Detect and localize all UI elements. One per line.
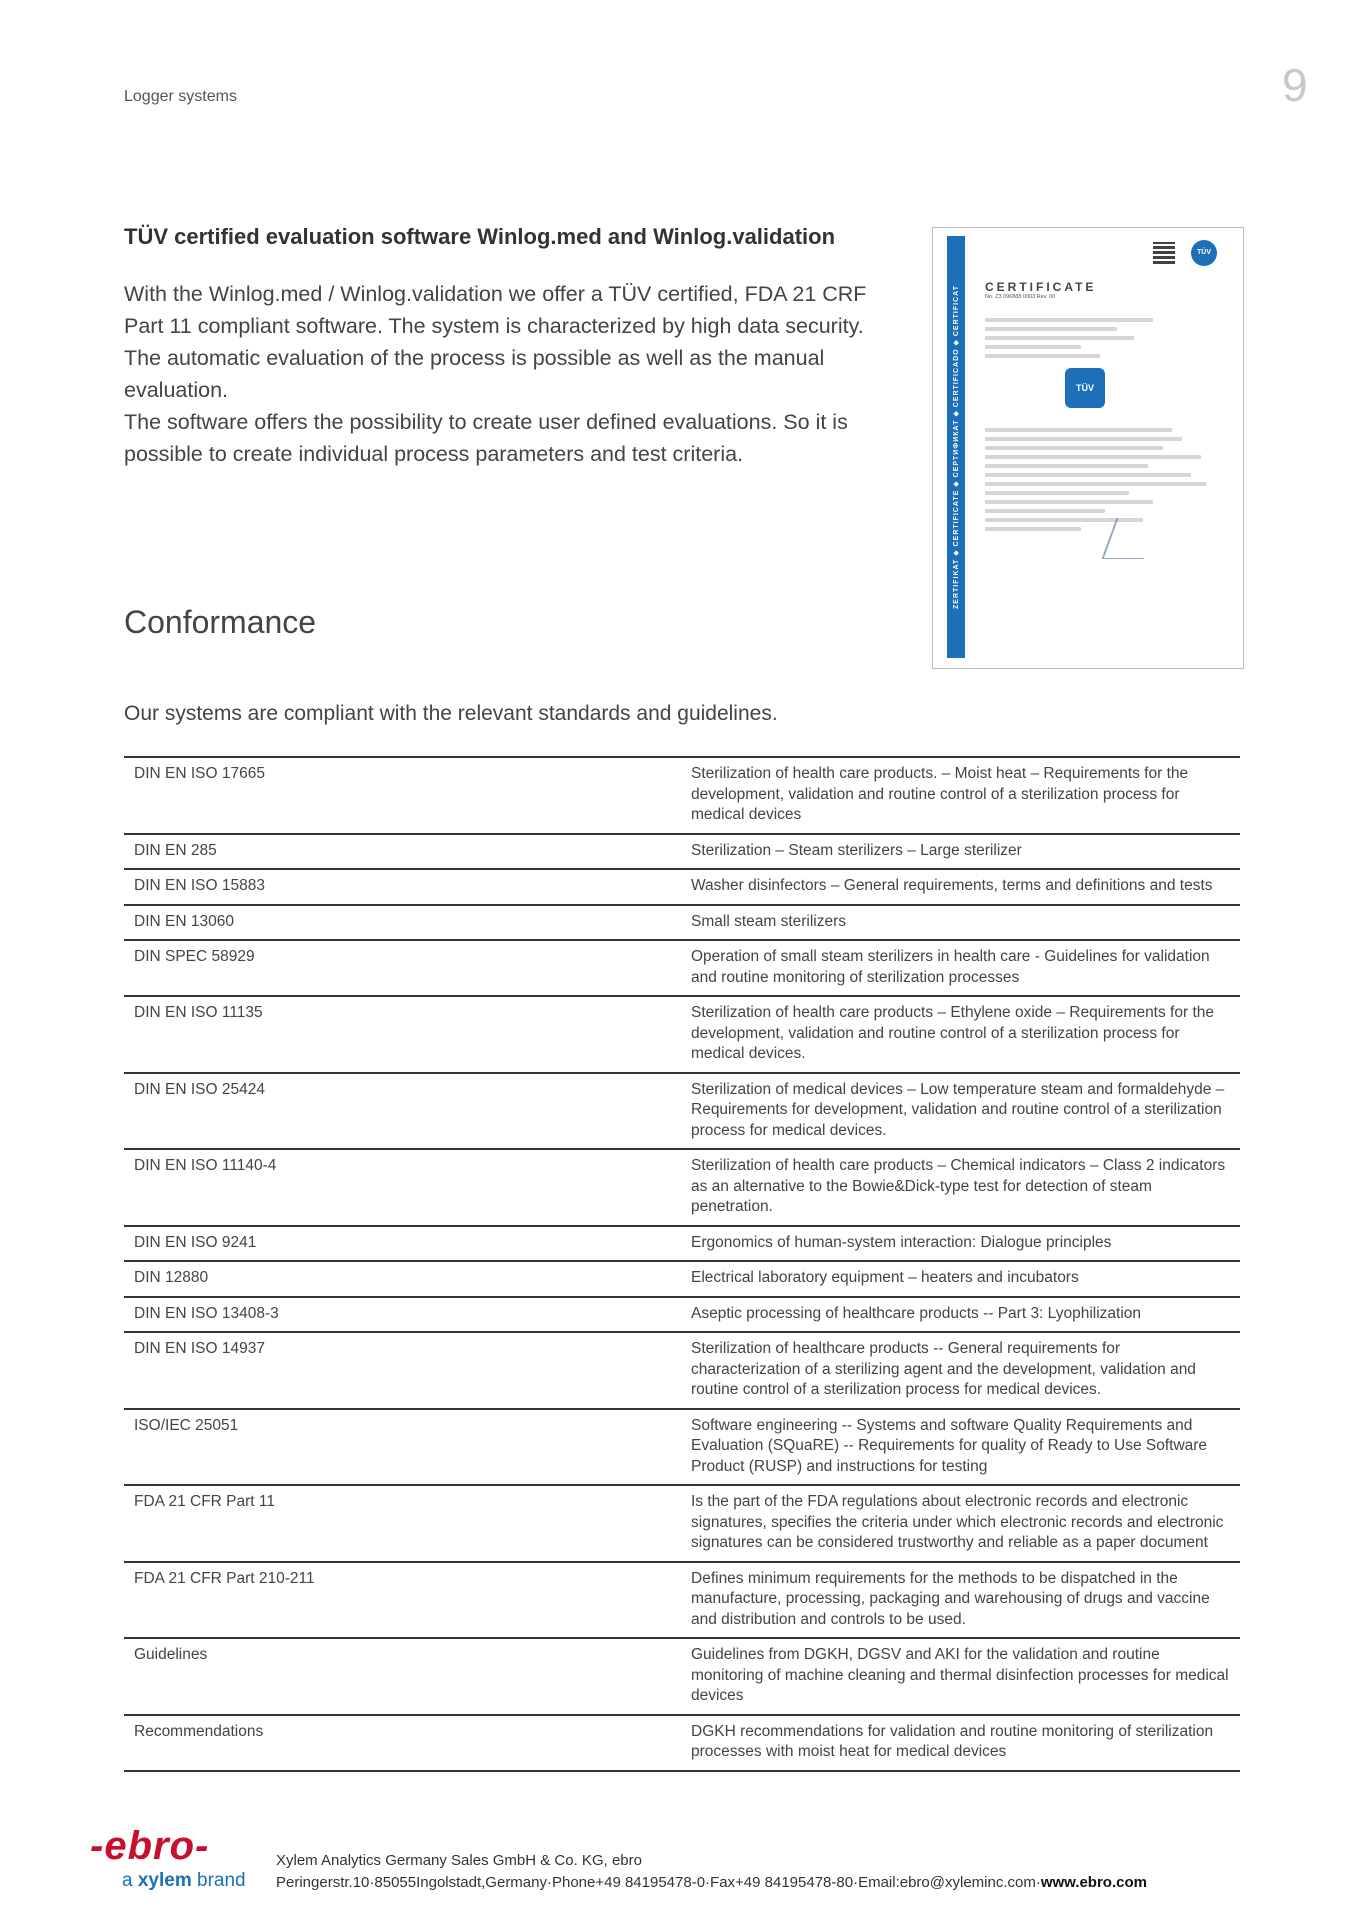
standard-code: Guidelines <box>124 1638 681 1715</box>
table-row <box>124 1409 1240 1486</box>
standard-description: Sterilization of health care products – Ethylene oxide – Requirements for the development, validation and routine control of a sterilization process for medical devices. <box>681 996 1240 1073</box>
certificate-text-lines-2 <box>985 428 1225 536</box>
certificate-band-text: ZERTIFIKAT ◆ CERTIFICATE ◆ СЕРТИФИКАТ ◆ CERTIFICADO ◆ CERTIFICAT <box>953 285 960 609</box>
certificate-heading: CERTIFICATE <box>985 280 1097 294</box>
page-number: 9 <box>1282 59 1308 111</box>
standard-code: DIN SPEC 58929 <box>124 940 681 996</box>
tuv-certification-mark-icon: TÜV <box>1065 368 1105 408</box>
standard-description: Sterilization of healthcare products -- General requirements for characterization of a sterilizing agent and the development, validation and routine control of a sterilization process for medical devices. <box>681 1332 1240 1409</box>
intro-paragraph-1: With the Winlog.med / Winlog.validation we offer a TÜV certified, FDA 21 CRF Part 11 compliant software. The system is characterized by high data security. The automatic evaluation of the process is possible as well as the manual evaluation. <box>124 282 867 402</box>
table-row <box>124 940 1240 996</box>
standard-code: DIN 12880 <box>124 1261 681 1297</box>
standard-code: DIN EN ISO 17665 <box>124 757 681 834</box>
intro-paragraph-2: The software offers the possibility to create user defined evaluations. So it is possible to create individual process parameters and test criteria. <box>124 410 848 466</box>
software-title: TÜV certified evaluation software Winlog.med and Winlog.validation <box>124 224 836 249</box>
standard-description: Ergonomics of human-system interaction: Dialogue principles <box>681 1226 1240 1262</box>
standard-code: DIN EN ISO 13408-3 <box>124 1297 681 1333</box>
standard-description: Sterilization of health care products. – Moist heat – Requirements for the development, validation and routine control of a sterilization process for medical devices <box>681 757 1240 834</box>
table-row <box>124 1638 1240 1715</box>
standard-code: Recommendations <box>124 1715 681 1771</box>
table-row <box>124 1261 1240 1297</box>
table-row <box>124 869 1240 905</box>
standard-description: Aseptic processing of healthcare products -- Part 3: Lyophilization <box>681 1297 1240 1333</box>
standard-code: DIN EN ISO 11140-4 <box>124 1149 681 1226</box>
standard-code: ISO/IEC 25051 <box>124 1409 681 1486</box>
standard-description: Is the part of the FDA regulations about electronic records and electronic signatures, specifies the criteria under which electronic records and electronic signatures can be considered trustworthy and reliable as a paper document <box>681 1485 1240 1562</box>
footer-contact <box>276 1850 1147 1894</box>
footer-company: Xylem Analytics Germany Sales GmbH & Co. KG, ebro <box>276 1852 642 1869</box>
table-row <box>124 1073 1240 1150</box>
footer-website-link[interactable]: www.ebro.com <box>1040 1874 1147 1891</box>
standard-code: DIN EN ISO 11135 <box>124 996 681 1073</box>
standard-description: Operation of small steam sterilizers in health care - Guidelines for validation and routine monitoring of sterilization processes <box>681 940 1240 996</box>
xylem-brand: a xylem brand <box>122 1870 246 1891</box>
ebro-logo <box>90 1826 260 1892</box>
conformance-title: Conformance <box>124 604 317 640</box>
standard-code: FDA 21 CFR Part 210-211 <box>124 1562 681 1639</box>
standard-code: DIN EN ISO 14937 <box>124 1332 681 1409</box>
table-row <box>124 1562 1240 1639</box>
standard-code: DIN EN 13060 <box>124 905 681 941</box>
table-row <box>124 1485 1240 1562</box>
table-row <box>124 1226 1240 1262</box>
standard-description: Sterilization – Steam sterilizers – Large sterilizer <box>681 834 1240 870</box>
conformance-intro: Our systems are compliant with the relevant standards and guidelines. <box>124 702 778 725</box>
standard-description: Washer disinfectors – General requirements, terms and definitions and tests <box>681 869 1240 905</box>
standard-description: Sterilization of health care products – Chemical indicators – Class 2 indicators as an alternative to the Bowie&Dick-type test for detection of steam penetration. <box>681 1149 1240 1226</box>
standard-description: DGKH recommendations for validation and routine monitoring of sterilization processes with moist heat for medical devices <box>681 1715 1240 1771</box>
standard-code: DIN EN ISO 9241 <box>124 1226 681 1262</box>
table-row <box>124 757 1240 834</box>
standard-code: FDA 21 CFR Part 11 <box>124 1485 681 1562</box>
certificate-number: No. Z3 096888 0003 Rev. 00 <box>985 294 1056 300</box>
table-row <box>124 1332 1240 1409</box>
standard-description: Small steam sterilizers <box>681 905 1240 941</box>
section-label: Logger systems <box>124 88 237 105</box>
table-row <box>124 1149 1240 1226</box>
table-row <box>124 834 1240 870</box>
footer-address-line <box>276 1872 1147 1894</box>
certificate-band <box>947 236 965 658</box>
standard-description: Software engineering -- Systems and software Quality Requirements and Evaluation (SQuaRE) -- Requirements for quality of Ready to Use Software Product (RUSP) and instructions for testing <box>681 1409 1240 1486</box>
ebro-logo-text: -ebro- <box>90 1824 210 1868</box>
footer-address: Peringerstr.10·85055Ingolstadt,Germany·Phone+49 84195478-0·Fax+49 84195478-80·Email:ebro@xyleminc.com· <box>276 1874 1041 1891</box>
table-row <box>124 1297 1240 1333</box>
standard-code: DIN EN ISO 15883 <box>124 869 681 905</box>
standard-description: Guidelines from DGKH, DGSV and AKI for the validation and routine monitoring of machine cleaning and thermal disinfection processes for medical devices <box>681 1638 1240 1715</box>
certificate-text-lines <box>985 318 1225 363</box>
table-row <box>124 905 1240 941</box>
certificate-image <box>932 227 1244 669</box>
qr-code-icon <box>1153 242 1175 264</box>
standard-code: DIN EN ISO 25424 <box>124 1073 681 1150</box>
standard-description: Defines minimum requirements for the methods to be dispatched in the manufacture, processing, packaging and warehousing of drugs and vaccine and distribution and controls to be used. <box>681 1562 1240 1639</box>
standard-description: Sterilization of medical devices – Low temperature steam and formaldehyde – Requirements for development, validation and routine control of a sterilization process for medical devices. <box>681 1073 1240 1150</box>
table-row <box>124 1715 1240 1771</box>
standard-description: Electrical laboratory equipment – heaters and incubators <box>681 1261 1240 1297</box>
standard-code: DIN EN 285 <box>124 834 681 870</box>
standards-table <box>124 756 1240 1772</box>
table-row <box>124 996 1240 1073</box>
tuv-logo-icon: TÜV <box>1191 240 1217 266</box>
intro-text <box>124 278 904 470</box>
